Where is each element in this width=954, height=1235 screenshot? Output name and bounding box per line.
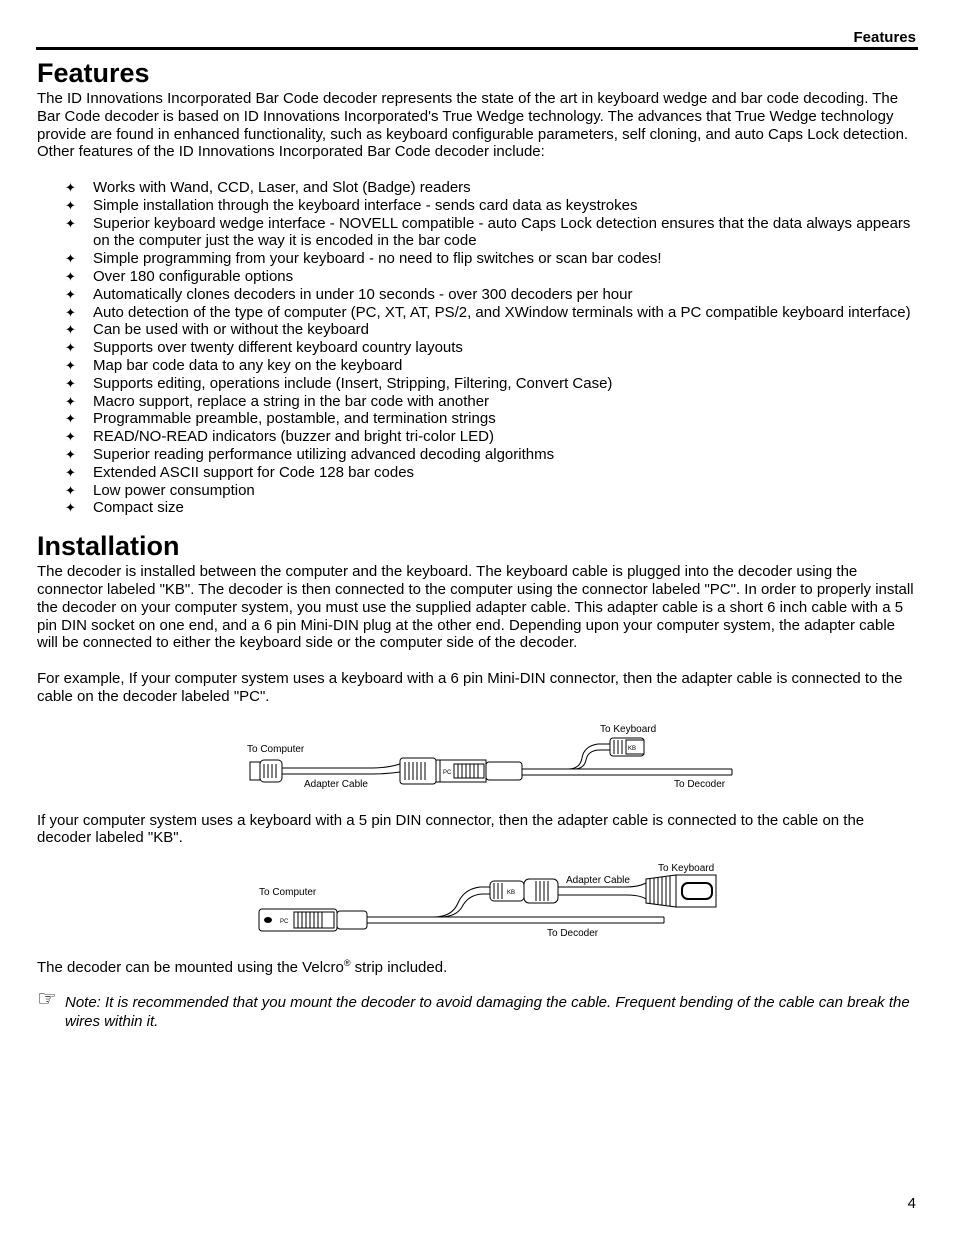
bullet-icon: ✦ <box>65 340 76 356</box>
features-list <box>37 179 917 517</box>
diagram1-adapter-cable-label: Adapter Cable <box>304 778 368 790</box>
diagram2-pc-label: PC <box>280 919 289 926</box>
feature-item: ✦ Simple installation through the keyboard interface - sends card data as keystrokes <box>65 196 638 214</box>
features-intro: The ID Innovations Incorporated Bar Code decoder represents the state of the art in keyboard wedge and bar code decoding. The Bar Code decoder is based on ID Innovations Incorporated's True Wedge technology. The advances that True Wedge technology provide are found in enhanced functionality, such as keyboard configurable parameters, self cloning, and auto Caps Lock detection. Other features of the ID Innovations Incorporated Bar Code decoder include: <box>37 90 909 161</box>
feature-item: ✦ Map bar code data to any key on the keyboard <box>65 356 403 374</box>
installation-heading: Installation <box>37 531 180 562</box>
page-number: 4 <box>907 1195 916 1212</box>
diagram1-kb-label: KB <box>628 745 637 752</box>
page-content <box>37 56 917 1031</box>
installation-note <box>37 985 917 1031</box>
diagram-pc-adapter <box>242 720 742 798</box>
installation-para-3: If your computer system uses a keyboard with a 5 pin DIN connector, then the adapter cable is connected to the cable on the decoder labeled "KB". <box>37 811 865 847</box>
feature-item: ✦ READ/NO-READ indicators (buzzer and bright tri-color LED) <box>65 428 494 446</box>
bullet-icon: ✦ <box>65 322 76 338</box>
diagram1-to-keyboard-label: To Keyboard <box>600 723 657 735</box>
diagram-kb-adapter <box>254 859 734 941</box>
diagram2-adapter-cable-label: Adapter Cable <box>566 875 630 887</box>
bullet-icon: ✦ <box>65 304 76 320</box>
bullet-icon: ✦ <box>65 482 76 498</box>
bullet-icon: ✦ <box>65 429 76 445</box>
bullet-icon: ✦ <box>65 375 76 391</box>
feature-item: ✦ Can be used with or without the keyboard <box>65 321 369 339</box>
feature-item: ✦ Over 180 configurable options <box>65 267 294 285</box>
feature-item: ✦ Macro support, replace a string in the bar code with another <box>65 392 490 410</box>
header-rule <box>36 47 918 50</box>
bullet-icon: ✦ <box>65 464 76 480</box>
bullet-icon: ✦ <box>65 215 76 231</box>
feature-item: ✦ Works with Wand, CCD, Laser, and Slot (Badge) readers <box>65 178 471 196</box>
diagram2-decoder-pc-plug <box>259 909 367 931</box>
feature-item: ✦ Supports over twenty different keyboard country layouts <box>65 339 463 357</box>
feature-item: ✦ Superior keyboard wedge interface - NOVELL compatible - auto Caps Lock detection ensures that the data always appears on the computer just the way it is encoded in the bar code <box>65 214 911 250</box>
pointing-hand-icon: ☞ <box>37 985 57 1011</box>
installation-para-1: The decoder is installed between the computer and the keyboard. The keyboard cable is plugged into the decoder using the connector labeled "KB". The decoder is then connected to the computer using the connector labeled "PC". In order to properly install the decoder on your computer system, you must use the supplied adapter cable. This adapter cable is a short 6 inch cable with a 5 pin DIN socket on one end, and a 6 pin Mini-DIN plug at the other end. Depending upon your computer system, the adapter cable will be connected to either the keyboard side or the computer side of the decoder. <box>37 563 914 652</box>
diagram1-to-decoder-label: To Decoder <box>674 778 726 790</box>
diagram2-kb-plug <box>490 881 524 901</box>
diagram1-kb-socket <box>610 738 644 756</box>
bullet-icon: ✦ <box>65 500 76 516</box>
diagram1-adapter-socket <box>400 758 440 784</box>
feature-item: ✦ Automatically clones decoders in under 10 seconds - over 300 decoders per hour <box>65 285 633 303</box>
feature-item: ✦ Low power consumption <box>65 481 255 499</box>
bullet-icon: ✦ <box>65 268 76 284</box>
bullet-icon: ✦ <box>65 411 76 427</box>
diagram2-to-decoder-label: To Decoder <box>547 928 599 940</box>
diagram1-pc-label: PC <box>443 769 452 776</box>
diagram1-decoder-pc-plug <box>440 760 522 782</box>
diagram2-to-keyboard-label: To Keyboard <box>658 863 715 875</box>
diagram1-computer-plug <box>250 760 282 782</box>
diagram1-to-computer-label: To Computer <box>247 743 305 755</box>
feature-item: ✦ Simple programming from your keyboard - no need to flip switches or scan bar codes! <box>65 250 662 268</box>
running-header: Features <box>853 29 916 46</box>
diagram2-to-computer-label: To Computer <box>259 887 317 899</box>
feature-item: ✦ Superior reading performance utilizing advanced decoding algorithms <box>65 445 555 463</box>
mount-text: The decoder can be mounted using the Velcro® strip included. <box>37 958 448 977</box>
bullet-icon: ✦ <box>65 179 76 195</box>
registered-mark: ® <box>343 958 351 969</box>
bullet-icon: ✦ <box>65 393 76 409</box>
feature-item: ✦ Extended ASCII support for Code 128 bar codes <box>65 463 415 481</box>
installation-para-2: For example, If your computer system uses a keyboard with a 6 pin Mini-DIN connector, then the adapter cable is connected to the cable on the decoder labeled "PC". <box>37 669 903 705</box>
diagram2-adapter-socket <box>524 879 558 903</box>
diagram2-keyboard-connector <box>646 875 716 907</box>
bullet-icon: ✦ <box>65 286 76 302</box>
features-heading: Features <box>37 58 150 88</box>
bullet-icon: ✦ <box>65 446 76 462</box>
bullet-icon: ✦ <box>65 357 76 373</box>
feature-item: ✦ Programmable preamble, postamble, and termination strings <box>65 410 496 428</box>
bullet-icon: ✦ <box>65 251 76 267</box>
bullet-icon: ✦ <box>65 197 76 213</box>
diagram2-kb-label: KB <box>507 890 516 897</box>
feature-item: ✦ Auto detection of the type of computer (PC, XT, AT, PS/2, and XWindow terminals with a PC compatible keyboard interface) <box>65 303 911 321</box>
note-text: Note: It is recommended that you mount the decoder to avoid damaging the cable. Frequent bending of the cable can break the wires within it. <box>65 993 910 1030</box>
feature-item: ✦ Compact size <box>65 499 184 517</box>
feature-item: ✦ Supports editing, operations include (Insert, Stripping, Filtering, Convert Case) <box>65 374 613 392</box>
